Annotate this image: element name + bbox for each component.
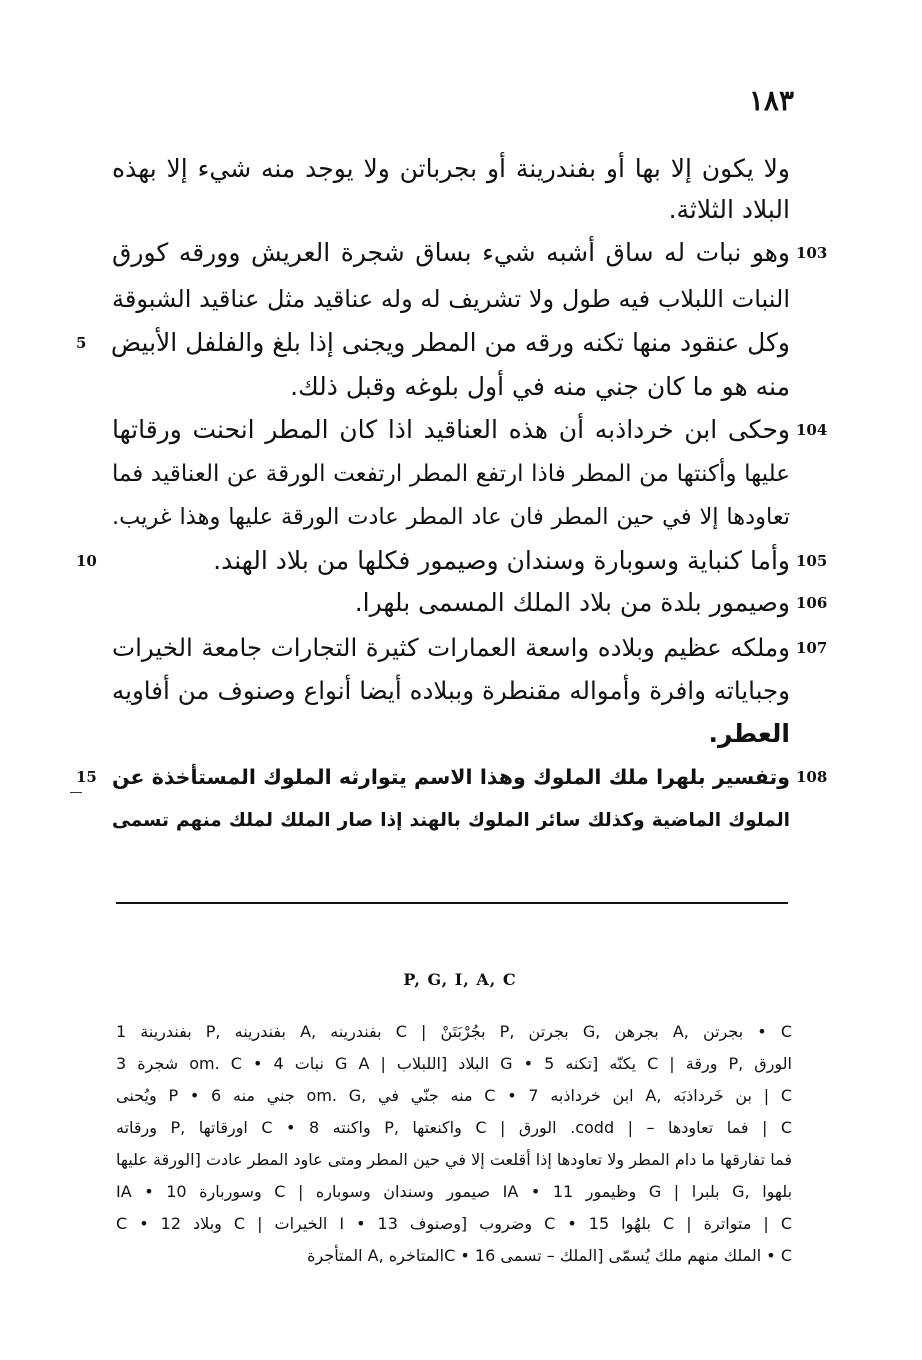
paragraph-number: 106: [796, 594, 828, 612]
text-line: الملوك الماضية وكذلك سائر الملوك بالهند إذا صار الملك لملك منهم تسمى: [112, 810, 790, 831]
line-number: 15: [76, 768, 97, 786]
text-line: عليها وأكنتها من المطر فاذا ارتفع المطر ارتفعت الورقة عن العناقيد فما: [112, 461, 790, 487]
text-line: وهو نبات له ساق أشبه شيء بساق شجرة العريش وورقه كورق: [112, 238, 790, 267]
text-line: البلاد الثلاثة.: [668, 195, 790, 224]
apparatus-line: C • الملك منهم ملك يُسمّى [الملك – تسمى 16 • Cالمتاخره ,A المتأجرة: [307, 1246, 792, 1265]
paragraph-number: 108: [796, 768, 828, 786]
text-line: منه هو ما كان جني منه في أول بلوغه وقبل ذلك.: [290, 372, 790, 401]
text-line: وجباياته وافرة وأمواله مقنطرة وببلاده أيضا أنواع وصنوف من أفاويه: [112, 676, 790, 705]
margin-mark: [70, 792, 82, 793]
text-line: العطر.: [708, 719, 790, 748]
apparatus-line: فما تفارقها ما دام المطر ولا تعاودها إذا أقلعت إلا في حين المطر ومتى عاود المطر عادت [الورقة عليها: [116, 1150, 792, 1169]
apparatus-line: C | بن خَرداذبَه ,A ابن خرداذبه 7 • C منه جنّي في ,om. G جني منه 6 • P ويُحنى: [116, 1086, 793, 1105]
text-line: وحكى ابن خرداذبه أن هذه العناقيد اذا كان المطر انحنت ورقاتها: [112, 415, 790, 444]
paragraph-number: 104: [796, 421, 828, 439]
text-line: وتفسير بلهرا ملك الملوك وهذا الاسم يتوارثه الملوك المستأخذة عن: [112, 765, 790, 789]
apparatus-line: C | متواترة | C بلهُوا 15 • C وضروب [وصنوف 13 • I الخيرات | C وبلاد 12 • C: [116, 1214, 793, 1233]
text-line: وملكه عظيم وبلاده واسعة العمارات كثيرة التجارات جامعة الخيرات: [112, 633, 790, 662]
manuscript-sigla: P, G, I, A, C: [403, 970, 517, 989]
text-line: وكل عنقود منها تكنه ورقه من المطر ويجنى إذا بلغ والفلفل الأبيض: [110, 328, 790, 357]
paragraph-number: 103: [796, 244, 828, 262]
paragraph-number: 105: [796, 552, 828, 570]
line-number: 10: [76, 552, 97, 570]
text-line: ولا يكون إلا بها أو بفندرينة أو بجرباتن ولا يوجد منه شيء إلا بهذه: [112, 154, 790, 183]
apparatus-line: C | فما تعاودها – | codd. الورق | C واكنعتها ,P واكنته 8 • C اورقاتها ,P ورقاته: [116, 1118, 793, 1137]
text-line: النبات اللبلاب فيه طول ولا تشريف له وله عناقيد مثل عناقيد الشبوقة: [112, 285, 790, 313]
text-line: تعاودها إلا في حين المطر فان عاد المطر عادت الورقة عليها وهذا غريب.: [112, 504, 790, 530]
apparatus-line: بلهوا ,G بلبرا | G وظيمور 11 • IA صيمور وسندان وسوباره | C وسوربارة 10 • IA: [116, 1182, 793, 1201]
apparatus-line: الورق ,P ورقة | C يكنّه [تكنه 5 • G البلاد [اللبلاب | G A نبات 4 • om. C شجرة 3: [116, 1054, 793, 1073]
text-line: وأما كنباية وسوبارة وسندان وصيمور فكلها من بلاد الهند.: [213, 546, 790, 575]
page-number: ١٨٣: [748, 84, 794, 117]
line-number: 5: [76, 334, 87, 352]
footnote-divider: [116, 902, 788, 904]
apparatus-line: C • بجرتن ,A بجرهن ,G بجرتن ,P بجُرْبَتَنْ | C بفندرينه ,A بفندرينه ,P بفندرينة 1: [116, 1022, 793, 1041]
paragraph-number: 107: [796, 639, 828, 657]
text-line: وصيمور بلدة من بلاد الملك المسمى بلهرا.: [354, 588, 790, 617]
